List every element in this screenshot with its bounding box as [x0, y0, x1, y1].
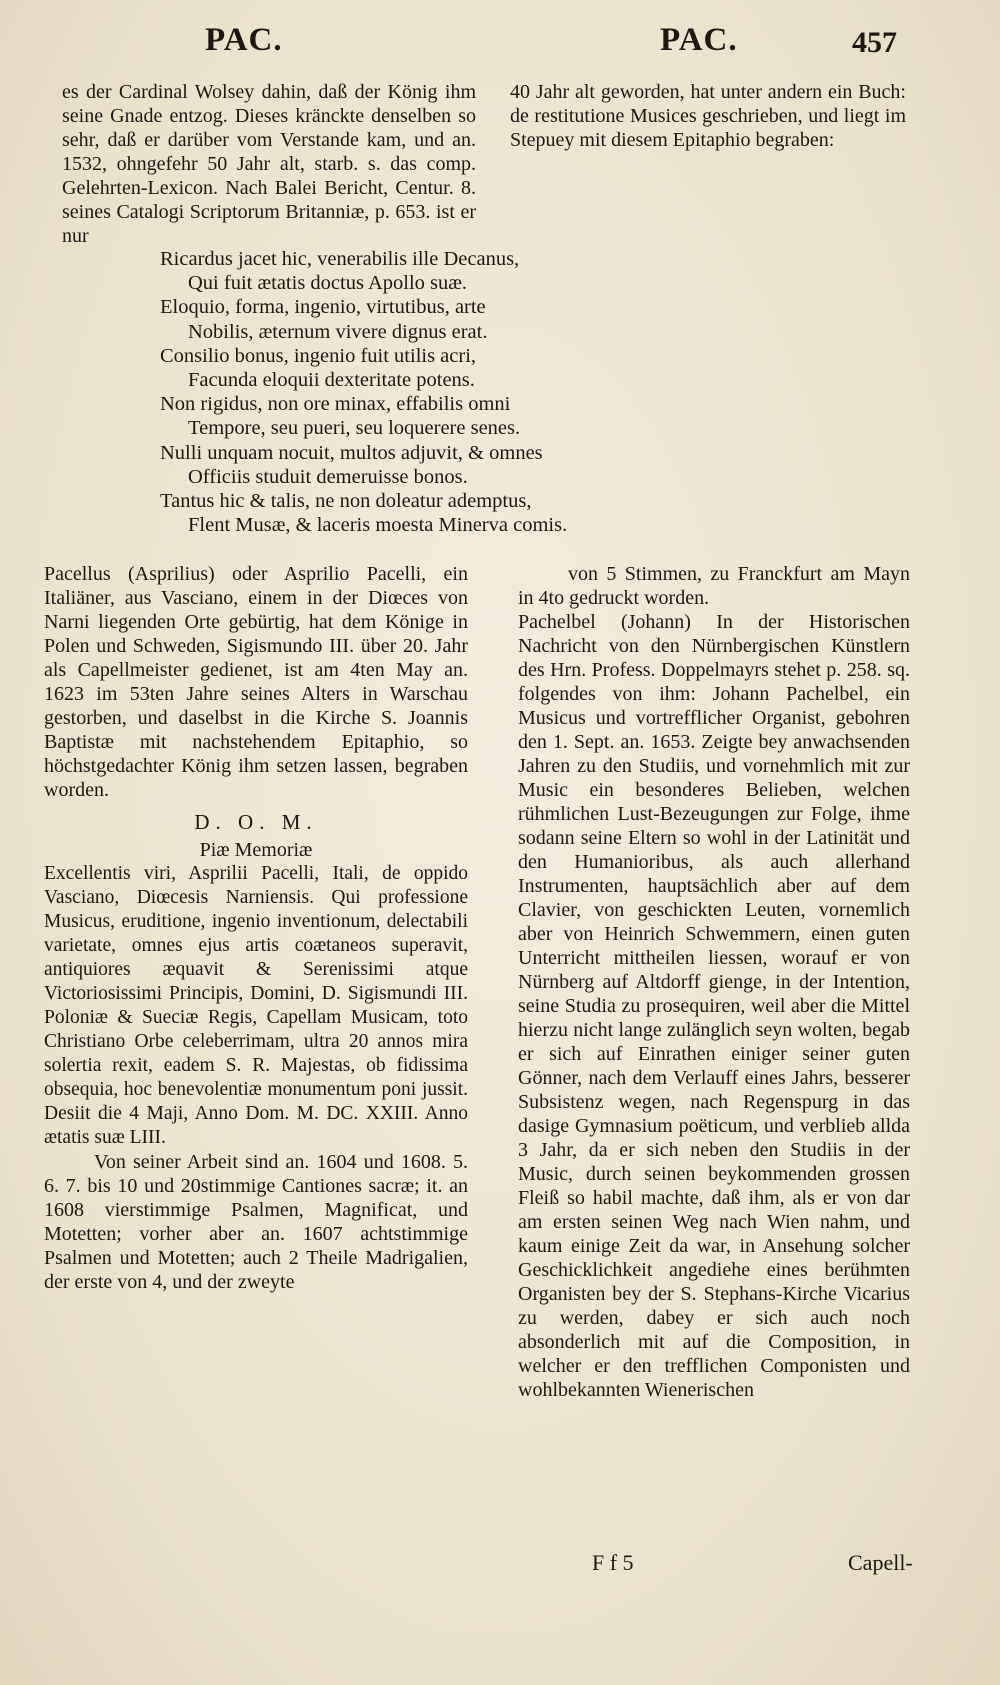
- poem-line: Nobilis, æternum vivere dignus erat.: [188, 320, 488, 343]
- top-left-column: [62, 80, 476, 248]
- poem-line: Tempore, seu pueri, seu loquerere senes.: [188, 417, 521, 440]
- poem-line: Flent Musæ, & laceris moesta Minerva comis.: [188, 514, 568, 537]
- dom-heading: D. O. M.: [194, 810, 318, 834]
- poem-line: Eloquio, forma, ingenio, virtutibus, arte: [160, 296, 486, 319]
- continued-text: von 5 Stimmen, zu Franckfurt am Mayn in 4to gedruckt worden.: [518, 563, 910, 609]
- works-paragraph: Von seiner Arbeit sind an. 1604 und 1608. 5. 6. 7. bis 10 und 20stimmige Cantiones sacræ; it. an 1608 vierstimmige Psalmen, Magnificat, und Motetten; vorher aber an. 1607 achtstimmige Psalmen und Motetten; auch 2 Theile Madrigalien, der erste von 4, und der zweyte: [44, 1151, 468, 1293]
- piae-memoriae: Piæ Memoriæ: [199, 839, 313, 861]
- poem-line: Tantus hic & talis, ne non doleatur ademptus,: [160, 490, 532, 513]
- running-header: [0, 22, 1000, 72]
- header-right: PAC.: [660, 22, 738, 58]
- poem-line: Ricardus jacet hic, venerabilis ille Decanus,: [160, 248, 520, 270]
- epitaph-poem: [160, 247, 800, 537]
- pachelbel-entry: Pachelbel (Johann) In der Historischen Nachricht von den Nürnbergischen Künstlern des Hrn. Profess. Doppelmayrs stehet p. 258. sq. folgendes von ihm: Johann Pachelbel, ein Musicus und vortrefflicher Organist, gebohren den 1. Sept. an. 1653. Zeigte bey anwachsenden Jahren zu den Studiis, und vornehmlich mit zur Music ein besonderes Belieben, welchen rühmlichen Lust-Bezeugungen zur Folge, ihme sodann seine Eltern so wohl in der Latinität und den Humanioribus, als auch allerhand Instrumenten, hauptsächlich aber auf dem Clavier, von geschickten Leuten, vornemlich aber von Heinrich Schwemmern, einen guten Unterricht mittheilen liessen, worauf er von Nürnberg auf Altdorff gienge, in der Intention, seine Studia zu prosequiren, weil aber die Mittel hierzu nicht lange zulänglich seyn wolten, begab er sich auf Einrathen einiger seiner guten Gönner, nach dem Verlauff eines Jahrs, besserer Subsistenz wegen, nach Regenspurg in das dasige Gymnasium poëticum, und verblieb allda 3 Jahr, da er sich neben den Studiis in der Music, durch seinen beykommenden grossen Fleiß so habil machte, daß ihm, als er von dar am ersten seinen Weg nach Wien nahm, und kaum einige Zeit da war, in Ansehung solcher Geschicklichkeit angediehe eines berühmten Organisten bey der S. Stephans-Kirche Vicarius zu werden, dabey er sich auch noch absonderlich mit auf die Composition, in welcher er den trefflichen Componisten und wohlbekannten Wienerischen: [518, 611, 910, 1401]
- top-right-column: [510, 80, 906, 152]
- pacellus-epitaph: Excellentis viri, Asprilii Pacelli, Itali, de oppido Vasciano, Diœcesis Narniensis. Qui professione Musicus, eruditione, ingenio inventionum, delectabili varietate, omnes ejus artis coætaneos superavit, antiquiores æquavit & Serenissimi atque Victoriosissimi Principis, Domini, D. Sigismundi III. Poloniæ & Sueciæ Regis, Capellam Musicam, toto Christiano Orbe celeberrimam, ultra 20 annos mira solertia rexit, eadem S. R. Majestas, ob fidissima obsequia, hoc benevolentiæ monumentum poni jussit. Desiit die 4 Maji, Anno Dom. M. DC. XXIII. Anno ætatis suæ LIII.: [44, 863, 468, 1148]
- poem-line: Qui fuit ætatis doctus Apollo suæ.: [188, 272, 468, 295]
- bottom-left-column: [44, 562, 468, 1294]
- page-number: 457: [852, 26, 897, 59]
- bottom-right-column: [518, 562, 910, 1402]
- catchword: Capell-: [848, 1550, 913, 1575]
- top-right-text: 40 Jahr alt geworden, hat unter andern ein Buch: de restitutione Musices geschrieben, und liegt im Stepuey mit diesem Epitaphio begraben:: [510, 81, 906, 151]
- poem-line: Nulli unquam nocuit, multos adjuvit, & omnes: [160, 441, 543, 464]
- poem-line: Consilio bonus, ingenio fuit utilis acri,: [160, 344, 477, 367]
- pacellus-entry: Pacellus (Asprilius) oder Asprilio Pacelli, ein Italiäner, aus Vasciano, einem in der Diœces von Narni liegenden Orte gebürtig, hat dem Könige in Polen und Schweden, Sigismundo III. über 20. Jahr als Capellmeister gedienet, ist am 4ten May an. 1623 im 53ten Jahre seines Alters in Warschau gestorben, und daselbst in die Kirche S. Joannis Baptistæ mit nachstehendem Epitaphio, so höchstgedachter König ihm setzen lassen, begraben worden.: [44, 563, 468, 801]
- top-left-text: es der Cardinal Wolsey dahin, daß der König ihm seine Gnade entzog. Dieses kränckte denselben so sehr, daß er darüber vom Verstande kam, und an. 1532, ohngefehr 50 Jahr alt, starb. s. das comp. Gelehrten-Lexicon. Nach Balei Bericht, Centur. 8. seines Catalogi Scriptorum Britanniæ, p. 653. ist er nur: [62, 81, 476, 247]
- signature-mark: F f 5: [592, 1550, 634, 1575]
- poem-line: Non rigidus, non ore minax, effabilis omni: [160, 393, 511, 416]
- poem-line: Facunda eloquii dexteritate potens.: [188, 369, 475, 392]
- header-left: PAC.: [205, 22, 283, 58]
- poem-line: Officiis studuit demeruisse bonos.: [188, 465, 468, 488]
